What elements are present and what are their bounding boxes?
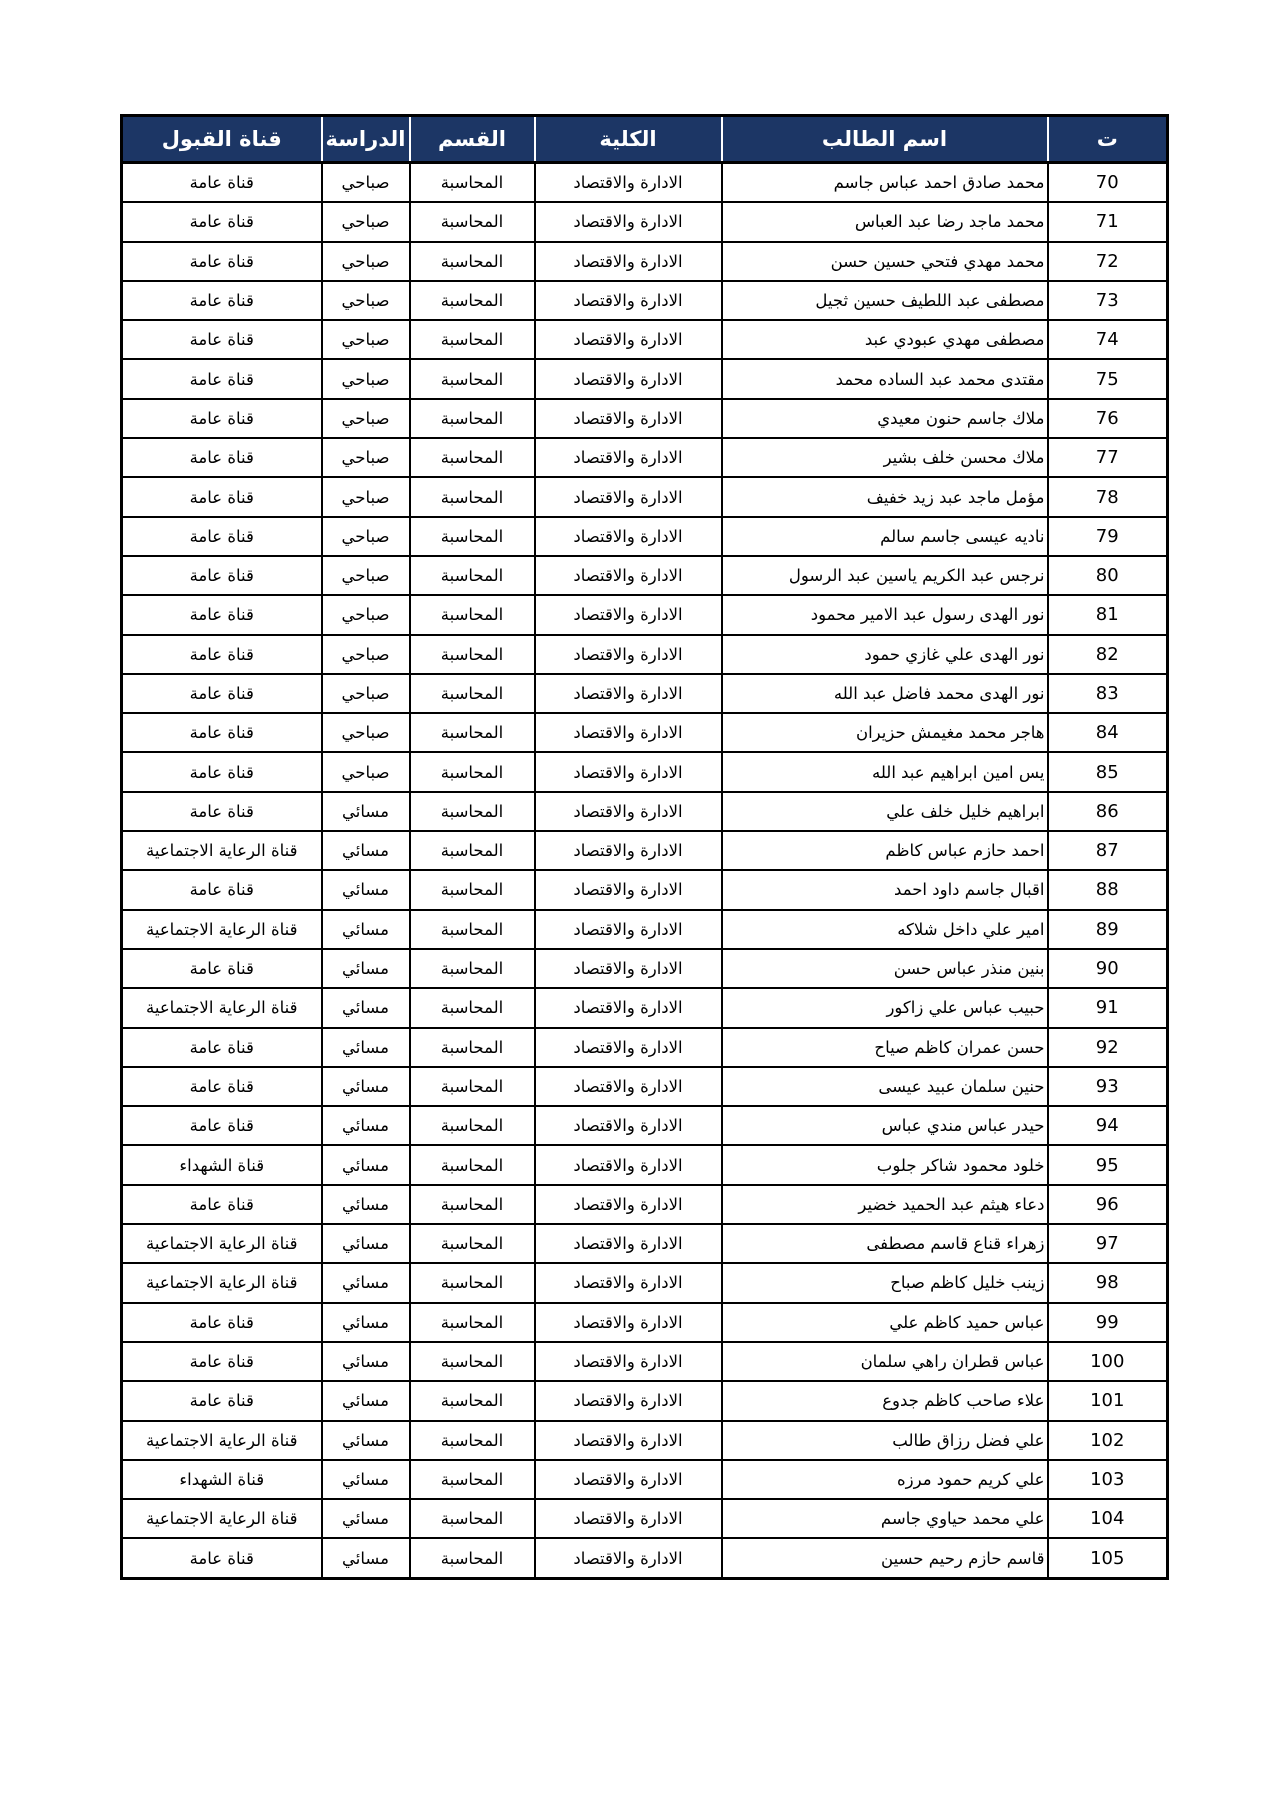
cell-student-name: محمد مهدي فتحي حسين حسن (722, 242, 1048, 281)
cell-department: المحاسبة (410, 1224, 535, 1263)
cell-department: المحاسبة (410, 1106, 535, 1145)
table-row (122, 870, 1168, 909)
table-row (122, 399, 1168, 438)
cell-department: المحاسبة (410, 399, 535, 438)
cell-student-name: اقبال جاسم داود احمد (722, 870, 1048, 909)
cell-student-name: قاسم حازم رحيم حسين (722, 1538, 1048, 1578)
cell-admission-channel: قناة الرعاية الاجتماعية (122, 831, 322, 870)
cell-college: الادارة والاقتصاد (535, 870, 722, 909)
header-college: الكلية (535, 116, 722, 163)
cell-number: 86 (1048, 792, 1168, 831)
cell-number: 96 (1048, 1185, 1168, 1224)
cell-department: المحاسبة (410, 713, 535, 752)
cell-student-name: مؤمل ماجد عبد زيد خفيف (722, 477, 1048, 516)
cell-college: الادارة والاقتصاد (535, 556, 722, 595)
table-row (122, 910, 1168, 949)
cell-number: 87 (1048, 831, 1168, 870)
table-row (122, 242, 1168, 281)
cell-department: المحاسبة (410, 359, 535, 398)
cell-department: المحاسبة (410, 595, 535, 634)
cell-student-name: نور الهدى محمد فاضل عبد الله (722, 674, 1048, 713)
table-row (122, 595, 1168, 634)
cell-number: 99 (1048, 1303, 1168, 1342)
cell-number: 102 (1048, 1421, 1168, 1460)
cell-study: صباحي (322, 556, 410, 595)
cell-student-name: ناديه عيسى جاسم سالم (722, 517, 1048, 556)
cell-study: مسائي (322, 792, 410, 831)
cell-college: الادارة والاقتصاد (535, 399, 722, 438)
table-row (122, 320, 1168, 359)
cell-department: المحاسبة (410, 517, 535, 556)
table-row (122, 752, 1168, 791)
table-row (122, 1185, 1168, 1224)
cell-admission-channel: قناة الشهداء (122, 1145, 322, 1184)
cell-admission-channel: قناة عامة (122, 517, 322, 556)
cell-number: 77 (1048, 438, 1168, 477)
cell-number: 75 (1048, 359, 1168, 398)
cell-study: مسائي (322, 1145, 410, 1184)
cell-study: صباحي (322, 399, 410, 438)
cell-student-name: مقتدى محمد عبد الساده محمد (722, 359, 1048, 398)
cell-college: الادارة والاقتصاد (535, 595, 722, 634)
cell-student-name: نور الهدى رسول عبد الامير محمود (722, 595, 1048, 634)
cell-department: المحاسبة (410, 1499, 535, 1538)
cell-college: الادارة والاقتصاد (535, 1028, 722, 1067)
table-row (122, 1342, 1168, 1381)
cell-admission-channel: قناة عامة (122, 1303, 322, 1342)
cell-department: المحاسبة (410, 1263, 535, 1302)
cell-admission-channel: قناة عامة (122, 1067, 322, 1106)
cell-student-name: محمد صادق احمد عباس جاسم (722, 163, 1048, 203)
cell-department: المحاسبة (410, 1460, 535, 1499)
cell-student-name: محمد ماجد رضا عبد العباس (722, 202, 1048, 241)
cell-college: الادارة والاقتصاد (535, 517, 722, 556)
table-row (122, 517, 1168, 556)
cell-department: المحاسبة (410, 281, 535, 320)
cell-department: المحاسبة (410, 831, 535, 870)
cell-department: المحاسبة (410, 556, 535, 595)
cell-study: صباحي (322, 438, 410, 477)
cell-admission-channel: قناة عامة (122, 635, 322, 674)
cell-college: الادارة والاقتصاد (535, 1185, 722, 1224)
header-study: الدراسة (322, 116, 410, 163)
cell-study: مسائي (322, 1185, 410, 1224)
cell-number: 94 (1048, 1106, 1168, 1145)
header-admission-channel: قناة القبول (122, 116, 322, 163)
table-body (122, 163, 1168, 1579)
cell-student-name: دعاء هيثم عبد الحميد خضير (722, 1185, 1048, 1224)
cell-college: الادارة والاقتصاد (535, 792, 722, 831)
cell-number: 80 (1048, 556, 1168, 595)
table-row (122, 1145, 1168, 1184)
cell-study: مسائي (322, 1499, 410, 1538)
cell-student-name: علاء صاحب كاظم جدوع (722, 1381, 1048, 1420)
cell-admission-channel: قناة الرعاية الاجتماعية (122, 1499, 322, 1538)
cell-department: المحاسبة (410, 202, 535, 241)
cell-college: الادارة والاقتصاد (535, 1538, 722, 1578)
cell-study: مسائي (322, 1421, 410, 1460)
cell-number: 83 (1048, 674, 1168, 713)
cell-study: صباحي (322, 163, 410, 203)
cell-department: المحاسبة (410, 242, 535, 281)
cell-number: 98 (1048, 1263, 1168, 1302)
cell-college: الادارة والاقتصاد (535, 910, 722, 949)
cell-student-name: ملاك جاسم حنون معيدي (722, 399, 1048, 438)
cell-admission-channel: قناة الرعاية الاجتماعية (122, 910, 322, 949)
cell-department: المحاسبة (410, 792, 535, 831)
cell-number: 105 (1048, 1538, 1168, 1578)
cell-admission-channel: قناة عامة (122, 281, 322, 320)
cell-number: 74 (1048, 320, 1168, 359)
table-row (122, 1224, 1168, 1263)
table-row (122, 949, 1168, 988)
cell-college: الادارة والاقتصاد (535, 949, 722, 988)
cell-study: مسائي (322, 988, 410, 1027)
cell-admission-channel: قناة الرعاية الاجتماعية (122, 1224, 322, 1263)
header-student-name: اسم الطالب (722, 116, 1048, 163)
cell-study: مسائي (322, 1538, 410, 1578)
cell-college: الادارة والاقتصاد (535, 1499, 722, 1538)
table-row (122, 1067, 1168, 1106)
cell-student-name: خلود محمود شاكر جلوب (722, 1145, 1048, 1184)
table-row (122, 1028, 1168, 1067)
cell-study: صباحي (322, 674, 410, 713)
cell-number: 95 (1048, 1145, 1168, 1184)
cell-admission-channel: قناة عامة (122, 713, 322, 752)
cell-college: الادارة والاقتصاد (535, 359, 722, 398)
cell-admission-channel: قناة عامة (122, 1106, 322, 1145)
header-number: ت (1048, 116, 1168, 163)
cell-admission-channel: قناة الرعاية الاجتماعية (122, 1421, 322, 1460)
cell-department: المحاسبة (410, 1028, 535, 1067)
cell-department: المحاسبة (410, 1067, 535, 1106)
cell-number: 97 (1048, 1224, 1168, 1263)
cell-college: الادارة والاقتصاد (535, 635, 722, 674)
cell-department: المحاسبة (410, 1145, 535, 1184)
cell-department: المحاسبة (410, 1185, 535, 1224)
cell-student-name: عباس قطران راهي سلمان (722, 1342, 1048, 1381)
cell-study: مسائي (322, 1460, 410, 1499)
cell-admission-channel: قناة عامة (122, 949, 322, 988)
cell-study: صباحي (322, 242, 410, 281)
students-table (120, 114, 1169, 1580)
cell-student-name: بنين منذر عباس حسن (722, 949, 1048, 988)
cell-department: المحاسبة (410, 1381, 535, 1420)
cell-college: الادارة والاقتصاد (535, 713, 722, 752)
cell-college: الادارة والاقتصاد (535, 1460, 722, 1499)
cell-admission-channel: قناة الرعاية الاجتماعية (122, 1263, 322, 1302)
cell-study: صباحي (322, 477, 410, 516)
cell-student-name: مصطفى عبد اللطيف حسين ثجيل (722, 281, 1048, 320)
cell-admission-channel: قناة عامة (122, 438, 322, 477)
cell-college: الادارة والاقتصاد (535, 163, 722, 203)
cell-student-name: هاجر محمد مغيمش حزيران (722, 713, 1048, 752)
cell-study: مسائي (322, 1263, 410, 1302)
table-row (122, 1263, 1168, 1302)
cell-college: الادارة والاقتصاد (535, 1067, 722, 1106)
cell-department: المحاسبة (410, 870, 535, 909)
cell-student-name: حبيب عباس علي زاكور (722, 988, 1048, 1027)
cell-number: 85 (1048, 752, 1168, 791)
table-row (122, 359, 1168, 398)
cell-department: المحاسبة (410, 477, 535, 516)
cell-number: 88 (1048, 870, 1168, 909)
cell-number: 71 (1048, 202, 1168, 241)
cell-number: 90 (1048, 949, 1168, 988)
cell-department: المحاسبة (410, 1538, 535, 1578)
cell-study: صباحي (322, 359, 410, 398)
table-row (122, 792, 1168, 831)
cell-study: صباحي (322, 713, 410, 752)
cell-student-name: زينب خليل كاظم صباح (722, 1263, 1048, 1302)
cell-admission-channel: قناة عامة (122, 202, 322, 241)
cell-admission-channel: قناة عامة (122, 752, 322, 791)
table-row (122, 713, 1168, 752)
cell-number: 100 (1048, 1342, 1168, 1381)
cell-college: الادارة والاقتصاد (535, 320, 722, 359)
cell-study: صباحي (322, 320, 410, 359)
cell-admission-channel: قناة عامة (122, 556, 322, 595)
table-row (122, 477, 1168, 516)
cell-admission-channel: قناة عامة (122, 477, 322, 516)
cell-study: مسائي (322, 831, 410, 870)
cell-college: الادارة والاقتصاد (535, 831, 722, 870)
cell-study: مسائي (322, 1342, 410, 1381)
cell-student-name: نور الهدى علي غازي حمود (722, 635, 1048, 674)
cell-number: 72 (1048, 242, 1168, 281)
cell-department: المحاسبة (410, 949, 535, 988)
cell-student-name: علي كريم حمود مرزه (722, 1460, 1048, 1499)
table-row (122, 1381, 1168, 1420)
cell-number: 91 (1048, 988, 1168, 1027)
cell-college: الادارة والاقتصاد (535, 242, 722, 281)
cell-college: الادارة والاقتصاد (535, 1106, 722, 1145)
table-row (122, 438, 1168, 477)
cell-college: الادارة والاقتصاد (535, 281, 722, 320)
cell-study: مسائي (322, 1028, 410, 1067)
cell-department: المحاسبة (410, 988, 535, 1027)
cell-student-name: حسن عمران كاظم صياح (722, 1028, 1048, 1067)
cell-student-name: علي فضل رزاق طالب (722, 1421, 1048, 1460)
cell-department: المحاسبة (410, 1342, 535, 1381)
cell-department: المحاسبة (410, 438, 535, 477)
cell-number: 70 (1048, 163, 1168, 203)
cell-department: المحاسبة (410, 320, 535, 359)
cell-admission-channel: قناة عامة (122, 792, 322, 831)
header-row (122, 116, 1168, 163)
cell-admission-channel: قناة عامة (122, 1185, 322, 1224)
cell-admission-channel: قناة عامة (122, 1538, 322, 1578)
cell-department: المحاسبة (410, 674, 535, 713)
cell-admission-channel: قناة عامة (122, 595, 322, 634)
cell-study: مسائي (322, 1381, 410, 1420)
cell-college: الادارة والاقتصاد (535, 477, 722, 516)
cell-number: 103 (1048, 1460, 1168, 1499)
cell-study: مسائي (322, 949, 410, 988)
table-row (122, 1460, 1168, 1499)
cell-admission-channel: قناة عامة (122, 1381, 322, 1420)
cell-admission-channel: قناة عامة (122, 1342, 322, 1381)
cell-student-name: حيدر عباس مندي عباس (722, 1106, 1048, 1145)
cell-study: صباحي (322, 635, 410, 674)
cell-study: صباحي (322, 202, 410, 241)
cell-college: الادارة والاقتصاد (535, 1421, 722, 1460)
table-row (122, 635, 1168, 674)
cell-study: مسائي (322, 910, 410, 949)
cell-department: المحاسبة (410, 752, 535, 791)
cell-admission-channel: قناة عامة (122, 242, 322, 281)
cell-department: المحاسبة (410, 1421, 535, 1460)
cell-student-name: علي محمد حياوي جاسم (722, 1499, 1048, 1538)
cell-student-name: احمد حازم عباس كاظم (722, 831, 1048, 870)
cell-admission-channel: قناة عامة (122, 320, 322, 359)
cell-department: المحاسبة (410, 910, 535, 949)
cell-number: 79 (1048, 517, 1168, 556)
cell-number: 81 (1048, 595, 1168, 634)
cell-college: الادارة والاقتصاد (535, 988, 722, 1027)
table-row (122, 674, 1168, 713)
cell-college: الادارة والاقتصاد (535, 1145, 722, 1184)
cell-number: 104 (1048, 1499, 1168, 1538)
cell-study: مسائي (322, 1303, 410, 1342)
cell-student-name: مصطفى مهدي عبودي عبد (722, 320, 1048, 359)
cell-admission-channel: قناة الرعاية الاجتماعية (122, 988, 322, 1027)
cell-number: 93 (1048, 1067, 1168, 1106)
cell-department: المحاسبة (410, 163, 535, 203)
cell-student-name: زهراء قناع قاسم مصطفى (722, 1224, 1048, 1263)
cell-college: الادارة والاقتصاد (535, 1342, 722, 1381)
table-row (122, 163, 1168, 203)
table-row (122, 1303, 1168, 1342)
cell-study: صباحي (322, 595, 410, 634)
cell-admission-channel: قناة عامة (122, 1028, 322, 1067)
cell-admission-channel: قناة الشهداء (122, 1460, 322, 1499)
cell-admission-channel: قناة عامة (122, 163, 322, 203)
cell-number: 84 (1048, 713, 1168, 752)
table-row (122, 1106, 1168, 1145)
cell-study: مسائي (322, 1106, 410, 1145)
cell-study: صباحي (322, 281, 410, 320)
cell-study: صباحي (322, 517, 410, 556)
cell-college: الادارة والاقتصاد (535, 1263, 722, 1302)
cell-college: الادارة والاقتصاد (535, 752, 722, 791)
cell-number: 101 (1048, 1381, 1168, 1420)
cell-department: المحاسبة (410, 635, 535, 674)
cell-student-name: عباس حميد كاظم علي (722, 1303, 1048, 1342)
cell-college: الادارة والاقتصاد (535, 674, 722, 713)
table-row (122, 202, 1168, 241)
table-row (122, 1538, 1168, 1578)
cell-study: مسائي (322, 1224, 410, 1263)
cell-student-name: ابراهيم خليل خلف علي (722, 792, 1048, 831)
cell-college: الادارة والاقتصاد (535, 202, 722, 241)
cell-admission-channel: قناة عامة (122, 399, 322, 438)
cell-admission-channel: قناة عامة (122, 359, 322, 398)
table-row (122, 988, 1168, 1027)
cell-study: مسائي (322, 1067, 410, 1106)
cell-college: الادارة والاقتصاد (535, 438, 722, 477)
cell-study: صباحي (322, 752, 410, 791)
cell-admission-channel: قناة عامة (122, 870, 322, 909)
table-row (122, 1499, 1168, 1538)
table-row (122, 831, 1168, 870)
cell-student-name: امير علي داخل شلاكه (722, 910, 1048, 949)
cell-college: الادارة والاقتصاد (535, 1381, 722, 1420)
header-department: القسم (410, 116, 535, 163)
table-row (122, 281, 1168, 320)
cell-department: المحاسبة (410, 1303, 535, 1342)
cell-student-name: ملاك محسن خلف بشير (722, 438, 1048, 477)
cell-number: 82 (1048, 635, 1168, 674)
cell-number: 78 (1048, 477, 1168, 516)
cell-study: مسائي (322, 870, 410, 909)
table-row (122, 556, 1168, 595)
table-row (122, 1421, 1168, 1460)
cell-student-name: نرجس عبد الكريم ياسين عبد الرسول (722, 556, 1048, 595)
cell-college: الادارة والاقتصاد (535, 1224, 722, 1263)
cell-admission-channel: قناة عامة (122, 674, 322, 713)
cell-number: 76 (1048, 399, 1168, 438)
cell-number: 73 (1048, 281, 1168, 320)
cell-college: الادارة والاقتصاد (535, 1303, 722, 1342)
cell-number: 92 (1048, 1028, 1168, 1067)
cell-student-name: حنين سلمان عبيد عيسى (722, 1067, 1048, 1106)
cell-number: 89 (1048, 910, 1168, 949)
cell-student-name: يس امين ابراهيم عبد الله (722, 752, 1048, 791)
